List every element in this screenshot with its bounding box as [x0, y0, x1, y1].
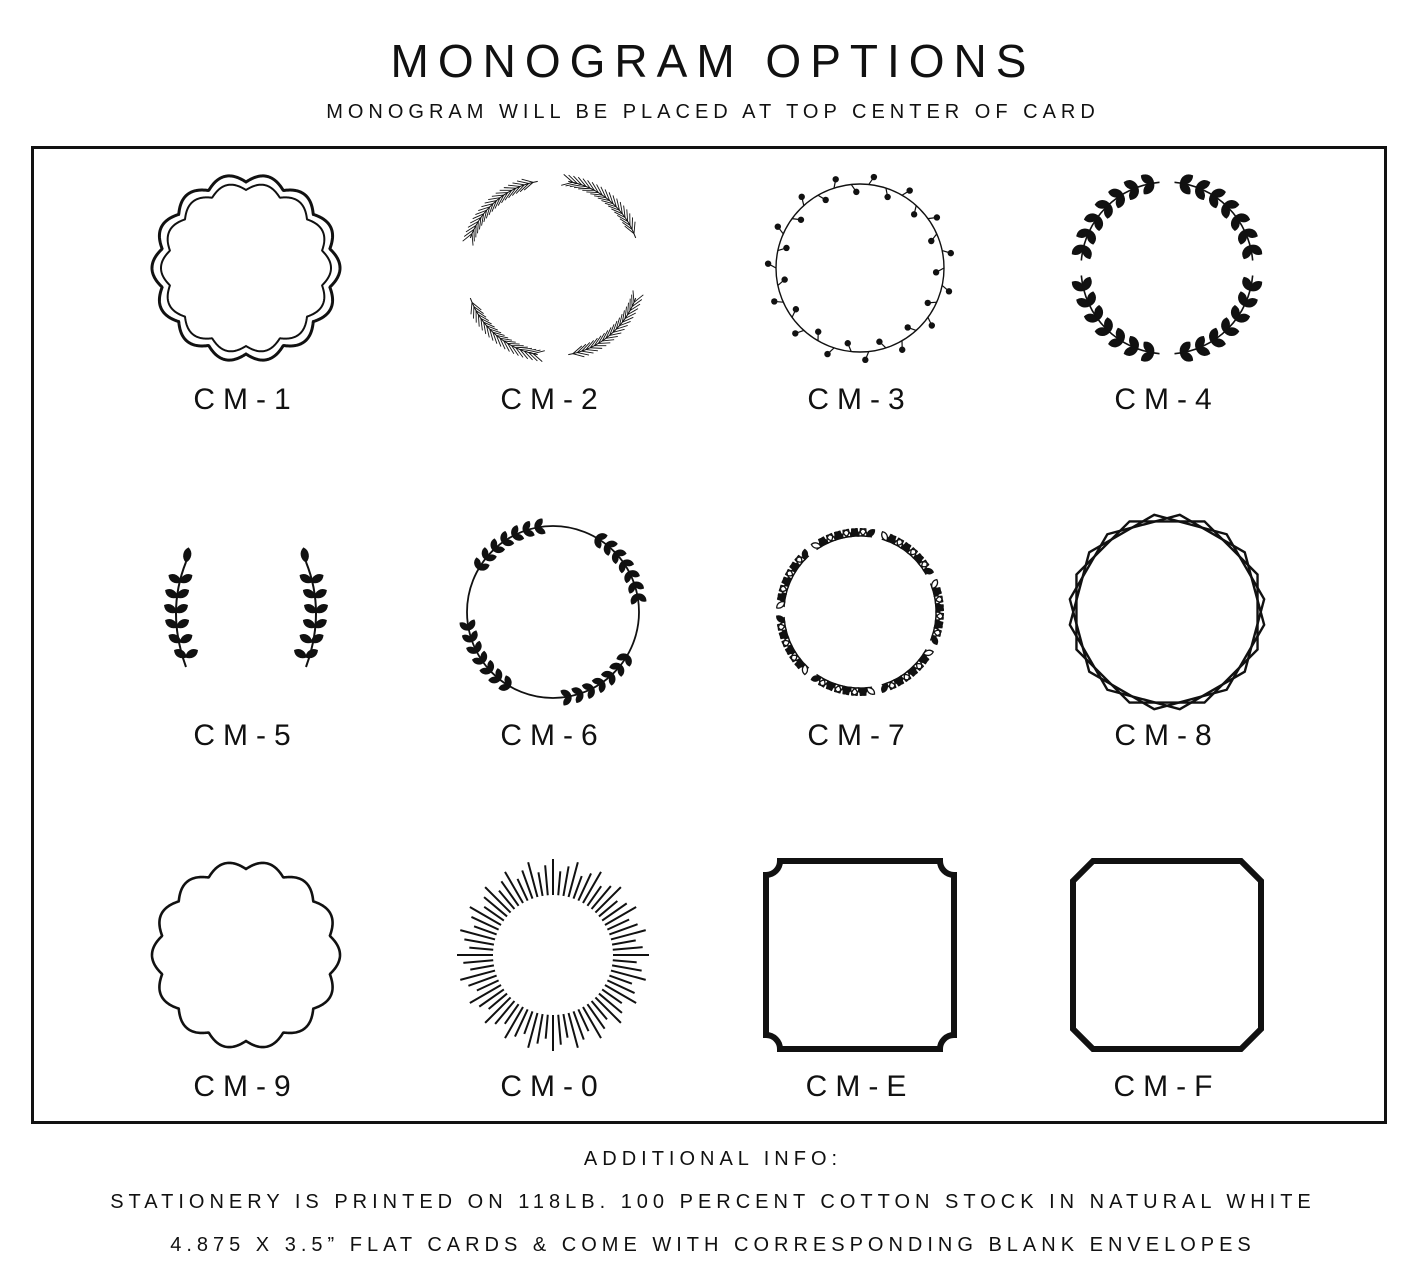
pine-branch-wreath-icon: [453, 168, 653, 368]
sunburst-rays-icon: [453, 855, 653, 1055]
leaf-cluster-wreath-icon: [760, 512, 960, 712]
option-cm-5[interactable]: [126, 512, 366, 762]
option-cm-0[interactable]: [433, 855, 673, 1110]
option-code-label: CM-4: [1114, 383, 1220, 416]
notched-corner-square-frame-icon: [760, 855, 960, 1055]
bold-laurel-wreath-icon: [1067, 168, 1267, 368]
option-cm-7[interactable]: [740, 512, 980, 762]
option-code-label: CM-7: [807, 719, 913, 752]
option-cm-9[interactable]: [126, 855, 366, 1110]
option-cm-1[interactable]: [126, 168, 366, 428]
double-scalloped-circle-frame-icon: [146, 168, 346, 368]
additional-info-line: STATIONERY IS PRINTED ON 118LB. 100 PERCENT COTTON STOCK IN NATURAL WHITE: [110, 1191, 1316, 1213]
laurel-branches-pair-icon: [146, 512, 346, 712]
additional-info-line: 4.875 X 3.5” FLAT CARDS & COME WITH CORRESPONDING BLANK ENVELOPES: [170, 1234, 1256, 1256]
option-code-label: CM-3: [807, 383, 913, 416]
option-code-label: CM-6: [500, 719, 606, 752]
berry-vine-wreath-icon: [760, 168, 960, 368]
octagon-square-frame-icon: [1067, 855, 1267, 1055]
option-code-label: CM-0: [500, 1070, 606, 1103]
page-title: MONOGRAM OPTIONS: [390, 35, 1036, 87]
option-cm-3[interactable]: [740, 168, 980, 428]
interlaced-octagon-frame-icon: [1067, 512, 1267, 712]
page-subtitle: MONOGRAM WILL BE PLACED AT TOP CENTER OF CARD: [326, 101, 1100, 123]
option-cm-4[interactable]: [1047, 168, 1287, 428]
option-cm-f[interactable]: [1047, 855, 1287, 1110]
option-cm-6[interactable]: [433, 512, 673, 762]
additional-info-heading: ADDITIONAL INFO:: [583, 1148, 843, 1170]
option-code-label: CM-8: [1114, 719, 1220, 752]
scalloped-circle-frame-icon: [146, 855, 346, 1055]
option-cm-2[interactable]: [433, 168, 673, 428]
option-code-label: CM-2: [500, 383, 606, 416]
leafy-ring-wreath-icon: [453, 512, 653, 712]
option-code-label: CM-9: [193, 1070, 299, 1103]
option-code-label: CM-F: [1113, 1070, 1221, 1103]
option-cm-e[interactable]: [740, 855, 980, 1110]
option-cm-8[interactable]: [1047, 512, 1287, 762]
option-code-label: CM-5: [193, 719, 299, 752]
option-code-label: CM-E: [805, 1070, 915, 1103]
option-code-label: CM-1: [193, 383, 299, 416]
